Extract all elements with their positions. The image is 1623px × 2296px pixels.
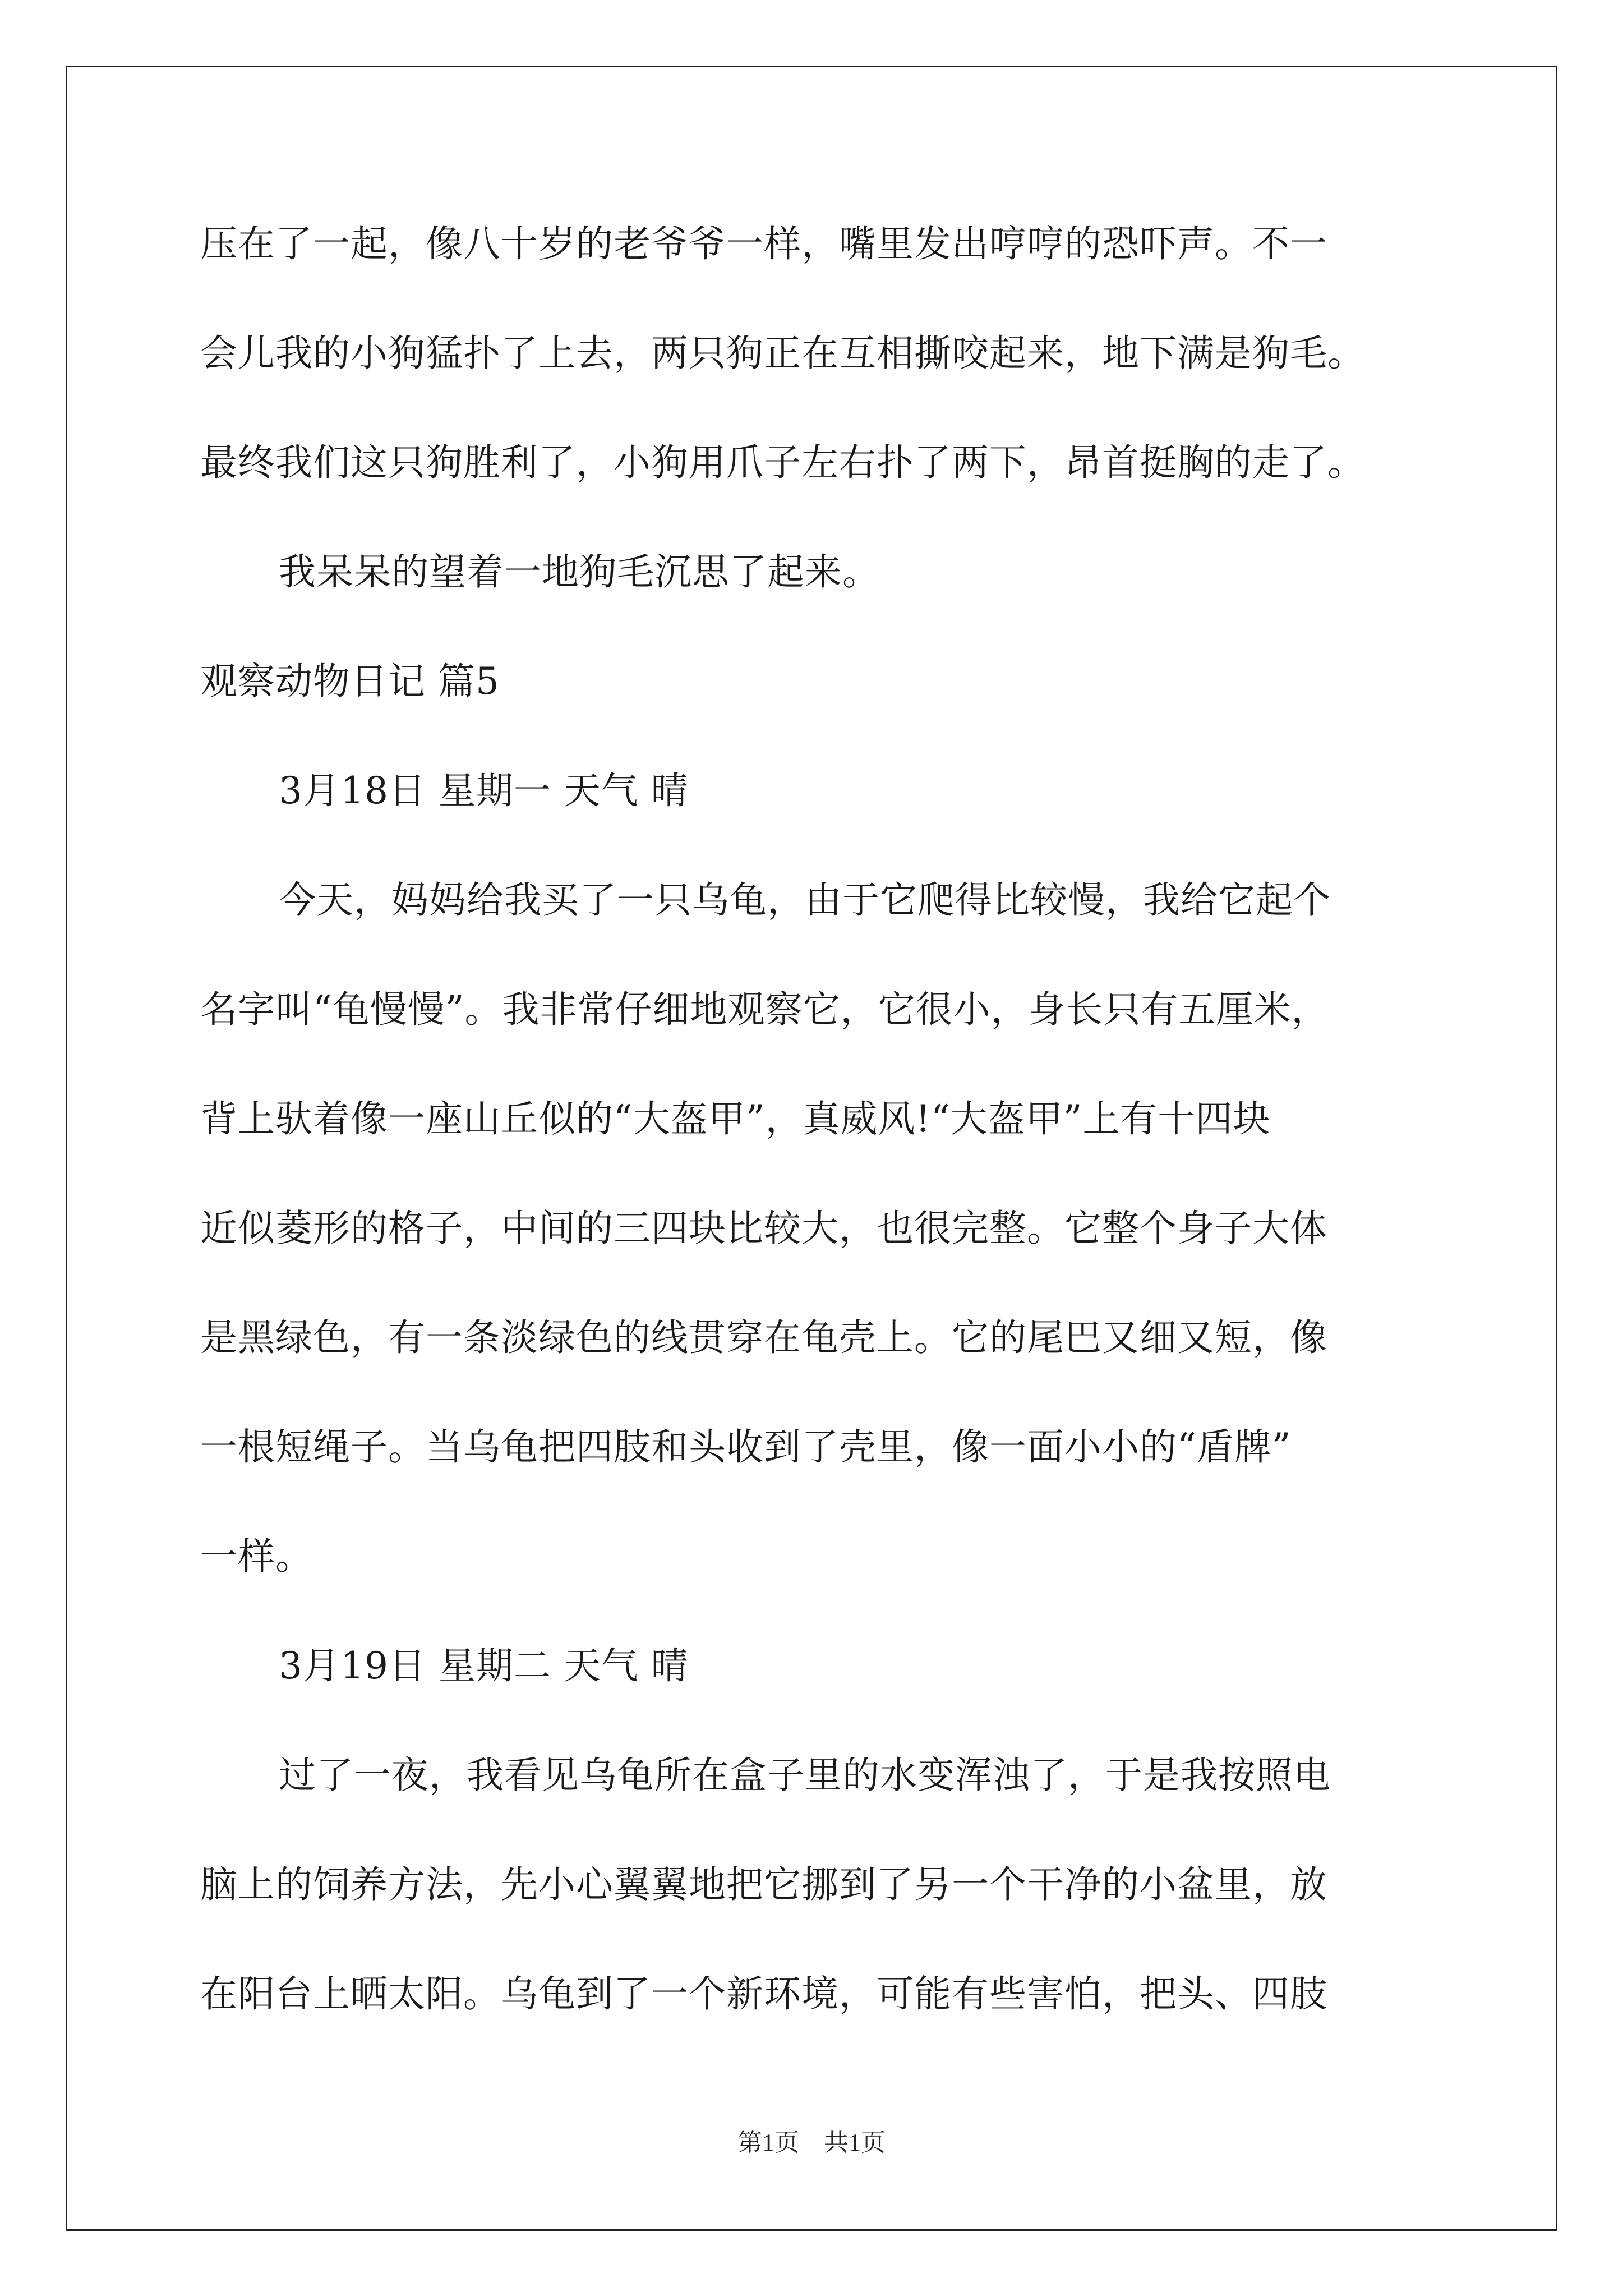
paragraph-line: 今天，妈妈给我买了一只乌龟，由于它爬得比较慢，我给它起个 — [279, 878, 1331, 922]
page-number-footer: 第1页 共1页 — [737, 2129, 886, 2156]
paragraph-line: 压在了一起，像八十岁的老爷爷一样，嘴里发出哼哼的恐吓声。不一 — [200, 222, 1327, 265]
diary-date-line: 3月18日 星期一 天气 晴 — [279, 769, 689, 812]
paragraph-line: 会儿我的小狗猛扑了上去，两只狗正在互相撕咬起来，地下满是狗毛。 — [200, 332, 1365, 375]
paragraph-line: 是黑绿色，有一条淡绿色的线贯穿在龟壳上。它的尾巴又细又短，像 — [200, 1316, 1327, 1359]
paragraph-line: 脑上的饲养方法，先小心翼翼地把它挪到了另一个干净的小盆里，放 — [200, 1863, 1327, 1906]
paragraph-line: 一根短绳子。当乌龟把四肢和头收到了壳里，像一面小小的“盾牌” — [200, 1425, 1292, 1469]
paragraph-line: 近似菱形的格子，中间的三四块比较大，也很完整。它整个身子大体 — [200, 1207, 1327, 1250]
paragraph-line: 背上驮着像一座山丘似的“大盔甲”，真威风!“大盔甲”上有十四块 — [200, 1097, 1271, 1140]
paragraph-line: 我呆呆的望着一地狗毛沉思了起来。 — [279, 550, 880, 593]
paragraph-line: 最终我们这只狗胜利了，小狗用爪子左右扑了两下，昂首挺胸的走了。 — [200, 441, 1365, 484]
section-heading: 观察动物日记 篇5 — [200, 660, 500, 703]
paragraph-line: 在阳台上晒太阳。乌龟到了一个新环境，可能有些害怕，把头、四肢 — [200, 1972, 1327, 2016]
paragraph-line: 过了一夜，我看见乌龟所在盒子里的水变浑浊了，于是我按照电 — [279, 1754, 1331, 1797]
paragraph-line: 一样。 — [200, 1535, 313, 1578]
paragraph-line: 名字叫“龟慢慢”。我非常仔细地观察它，它很小，身长只有五厘米， — [200, 988, 1329, 1031]
diary-date-line: 3月19日 星期二 天气 晴 — [279, 1644, 689, 1687]
